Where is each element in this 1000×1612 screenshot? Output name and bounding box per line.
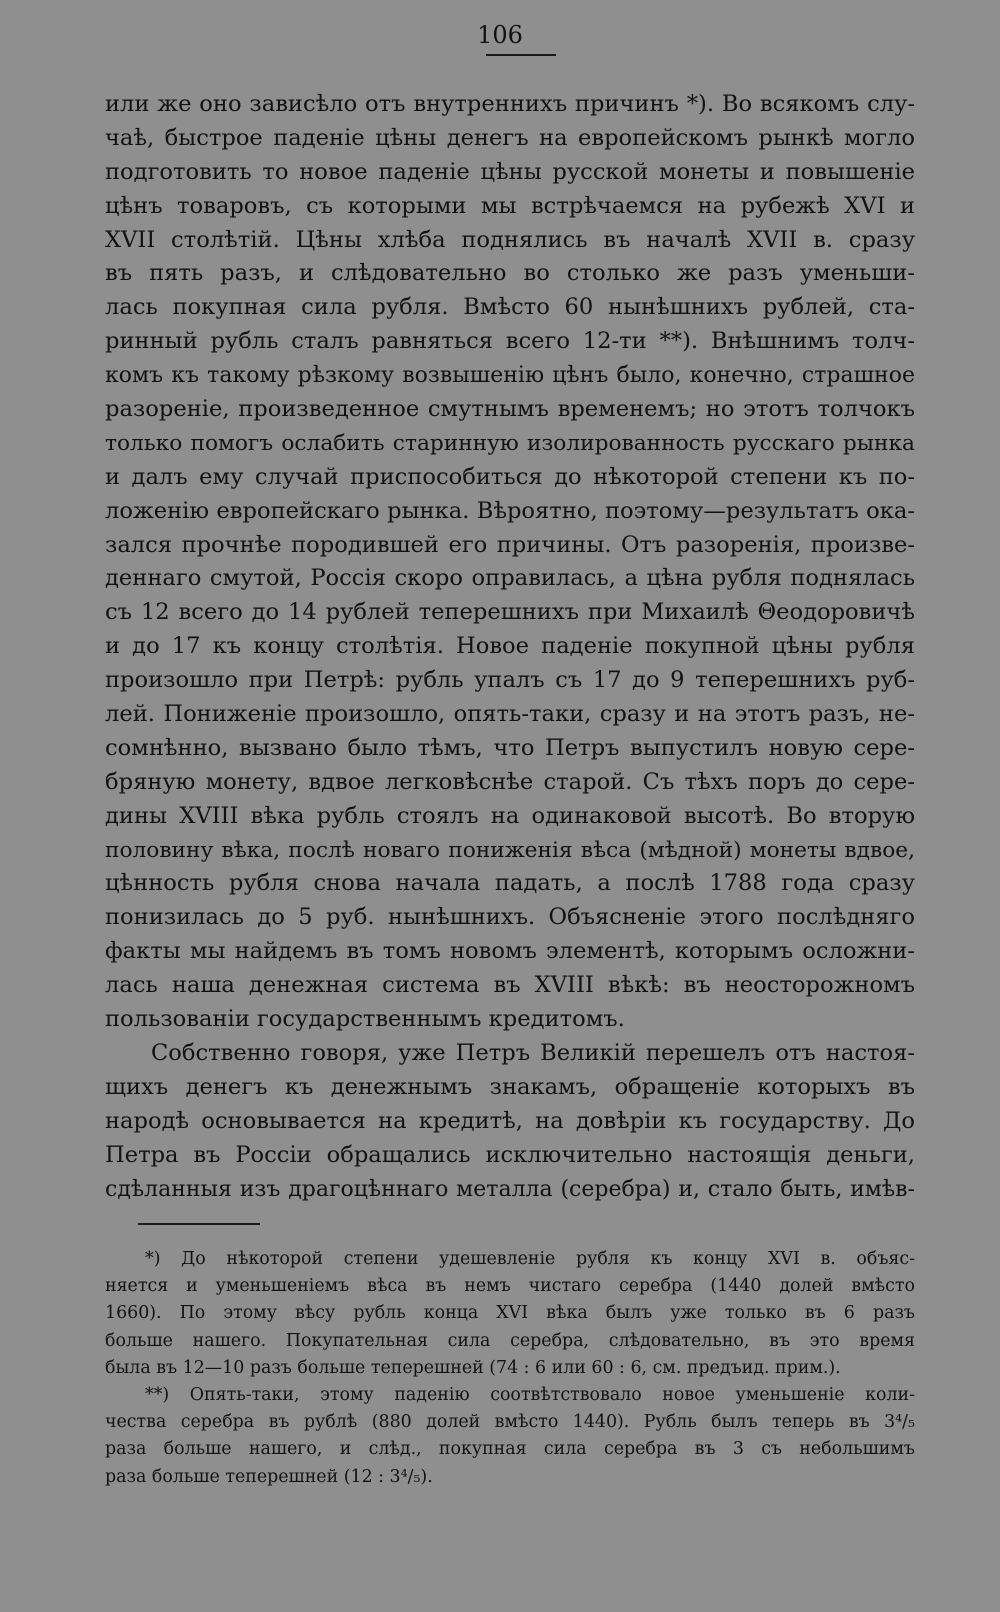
- text-line: только помогъ ослабить старинную изолированность русскаго рынка: [105, 430, 915, 456]
- text-line: въ пять разъ, и слѣдовательно во столько же разъ уменьши-: [105, 260, 915, 287]
- text-line: чаѣ, быстрое паденіе цѣны денегъ на европейскомъ рынкѣ могло: [105, 124, 915, 151]
- text-line: и далъ ему случай приспособиться до нѣкоторой степени къ по-: [105, 463, 915, 490]
- text-line: произошло при Петрѣ: рубль упалъ съ 17 до 9 теперешнихъ руб-: [105, 667, 915, 694]
- text-line: зался прочнѣе породившей его причины. Отъ разоренія, произве-: [105, 531, 915, 558]
- footnote-line: 1660). По этому вѣсу рубль конца XVI вѣка былъ уже только въ 6 разъ: [105, 1303, 915, 1324]
- text-line: деннаго смутой, Россія скоро оправилась, а цѣна рубля поднялась: [105, 565, 915, 592]
- text-line: съ 12 всего до 14 рублей теперешнихъ при Михаилѣ Θеодоровичѣ: [105, 599, 915, 626]
- text-line: разореніе, произведенное смутнымъ временемъ; но этотъ толчокъ: [105, 396, 915, 423]
- main-text: [105, 88, 915, 1206]
- text-line: бряную монету, вдвое легковѣснѣе старой. Съ тѣхъ поръ до сере-: [105, 768, 915, 795]
- text-line: цѣнность рубля снова начала падать, а послѣ 1788 года сразу: [105, 870, 915, 897]
- text-line: Собственно говоря, уже Петръ Великій перешелъ отъ настоя-: [151, 1039, 915, 1066]
- text-line: комъ къ такому рѣзкому возвышенію цѣнъ было, конечно, страшное: [105, 363, 915, 389]
- text-line: сомнѣнно, вызвано было тѣмъ, что Петръ выпустилъ новую сере-: [105, 734, 915, 761]
- text-line: понизилась до 5 руб. нынѣшнихъ. Объясненіе этого послѣдняго: [105, 904, 915, 931]
- text-line: факты мы найдемъ въ томъ новомъ элементѣ, которымъ осложни-: [105, 938, 915, 965]
- text-line: или же оно зависѣло отъ внутреннихъ причинъ *). Во всякомъ слу-: [105, 91, 915, 117]
- footnote-line: раза больше нашего, и слѣд., покупная сила серебра въ 3 съ небольшимъ: [105, 1439, 915, 1460]
- text-line: щихъ денегъ къ денежнымъ знакамъ, обращеніе которыхъ въ: [105, 1073, 915, 1100]
- footnote-line: *) До нѣкоторой степени удешевленіе рубля къ концу XVI в. объяс-: [145, 1249, 915, 1269]
- text-line: половину вѣка, послѣ новаго пониженія вѣса (мѣдной) монеты вдвое,: [105, 837, 915, 863]
- text-line: подготовить то новое паденіе цѣны русской монеты и повышеніе: [105, 158, 915, 185]
- footnotes: [105, 1246, 915, 1491]
- text-line: пользованіи государственнымъ кредитомъ.: [105, 1006, 625, 1033]
- footnote-rule: [138, 1223, 260, 1225]
- text-line: лась наша денежная система въ XVIII вѣкѣ: въ неосторожномъ: [105, 972, 915, 999]
- text-line: Петра въ Россіи обращались исключительно настоящія деньги,: [105, 1141, 915, 1168]
- footnote-line: **) Опять-таки, этому паденію соотвѣтствовало новое уменьшеніе коли-: [145, 1384, 915, 1405]
- footnote-line: больше нашего. Покупательная сила серебра, слѣдовательно, въ это время: [105, 1330, 915, 1351]
- footnote-line: была въ 12—10 разъ больше теперешней (74 : 6 или 60 : 6, см. предъид. прим.).: [105, 1357, 841, 1378]
- text-line: сдѣланныя изъ драгоцѣннаго металла (серебра) и, стало быть, имѣв-: [105, 1176, 915, 1202]
- text-line: лей. Пониженіе произошло, опять-таки, сразу и на этотъ разъ, не-: [105, 701, 915, 728]
- text-line: ложенію европейскаго рынка. Вѣроятно, поэтому—результатъ ока-: [105, 497, 915, 524]
- text-line: цѣнъ товаровъ, съ которыми мы встрѣчаемся на рубежѣ XVI и: [105, 192, 915, 219]
- page-number: 106: [477, 21, 523, 49]
- footnote-line: чества серебра въ рублѣ (880 долей вмѣсто 1440). Рубль былъ теперь въ 3⁴/₅: [105, 1412, 915, 1433]
- text-line: лась покупная сила рубля. Вмѣсто 60 нынѣшнихъ рублей, ста-: [105, 294, 915, 321]
- footnote-line: няется и уменьшеніемъ вѣса въ немъ чистаго серебра (1440 долей вмѣсто: [105, 1276, 915, 1297]
- footnote-line: раза больше теперешней (12 : 3⁴/₅).: [105, 1466, 433, 1487]
- text-line: и до 17 къ концу столѣтія. Новое паденіе покупной цѣны рубля: [105, 633, 915, 660]
- text-line: народѣ основывается на кредитѣ, на довѣріи къ государству. До: [105, 1107, 915, 1134]
- text-line: дины XVIII вѣка рубль стоялъ на одинаковой высотѣ. Во вторую: [105, 802, 915, 829]
- text-line: ринный рубль сталъ равняться всего 12-ти **). Внѣшнимъ толч-: [105, 328, 915, 355]
- page-number-rule: [486, 54, 556, 56]
- text-line: XVII столѣтій. Цѣны хлѣба поднялись въ началѣ XVII в. сразу: [105, 226, 915, 253]
